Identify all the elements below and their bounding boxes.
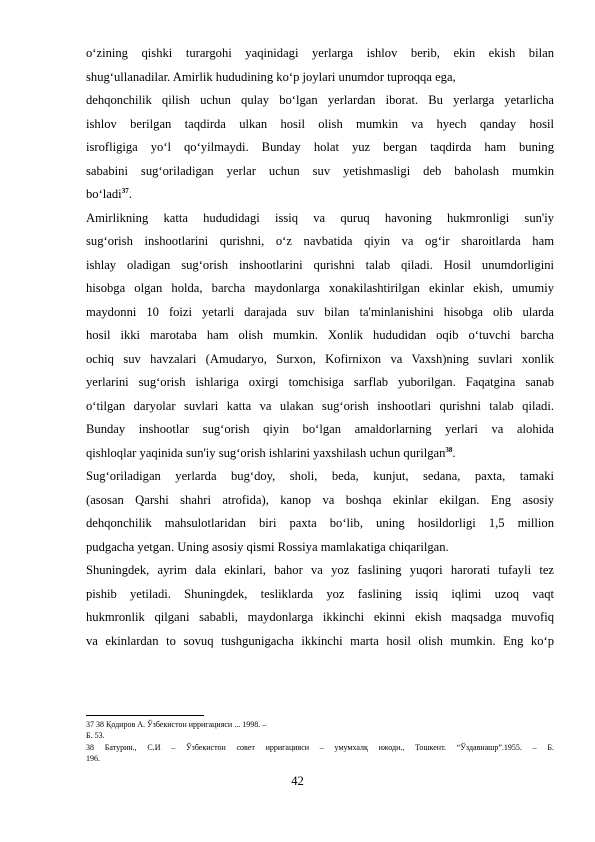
- body-line: [86, 539, 554, 556]
- body-line: qishloqlar yaqinida sun'iy sug‘orish ishlarini yaxshilash uchun qurilgan$^{38}$.: [86, 445, 456, 460]
- footnote-separator: [86, 715, 204, 716]
- body-line-text: va ekinlardan to sovuq tushgunigacha ikkinchi marta hosil olish mumkin. Eng ko‘p: [86, 633, 554, 648]
- body-line: [86, 468, 554, 485]
- body-line: [86, 562, 554, 579]
- body-line-text: ishlov berilgan taqdirda ulkan hosil olish mumkin va hyech qanday hosil: [86, 116, 554, 131]
- body-line-text: hisobga olgan holda, barcha maydonlarga xonakilashtirilgan ekinlar ekish, umumiy: [86, 281, 554, 295]
- body-line-text: Amirlikning katta hududidagi issiq va quruq havoning hukmronligi sun'iy: [86, 210, 554, 225]
- body-line-text: pudgacha yetgan. Uning asosiy qismi Rossiya mamlakatiga chiqarilgan.: [86, 539, 449, 554]
- body-line: [86, 69, 554, 86]
- body-line: [86, 492, 554, 509]
- body-line-text: qishloqlar yaqinida sun'iy sug‘orish ishlarini yaxshilash uchun qurilgan: [86, 445, 446, 460]
- body-line: [86, 374, 554, 391]
- body-line-text: pishib yetiladi. Shuningdek, tesliklarda yoz faslining issiq iqlimi uzoq vaqt: [86, 586, 554, 601]
- body-line-text: shug‘ullanadilar. Amirlik hududining ko‘p joylari unumdor tuproqqa ega,: [86, 69, 456, 84]
- footnote-38-line-1: 38 Батурин., С.И – Ўзбекистон совет ирригацияси – умумхалқ ижоди., Тошкент. “Ўздавнашр”.1955. – Б.: [86, 743, 554, 752]
- body-line: [86, 280, 554, 297]
- body-line-text: (asosan Qarshi shahri atrofida), kanop va boshqa ekinlar ekilgan. Eng asosiy: [86, 492, 554, 507]
- body-line-text: hosil ikki marotaba ham olish mumkin. Xonlik hududidan oqib o‘tuvchi barcha: [86, 328, 554, 342]
- body-line: [86, 257, 554, 274]
- body-line: [86, 633, 554, 650]
- body-line: [86, 304, 554, 321]
- body-line-text: o‘tilgan daryolar suvlari katta va ulakan sug‘orish inshootlari qurishni talab qiladi.: [86, 398, 554, 413]
- page-number: 42: [291, 774, 304, 788]
- footnote-37-line-2: Б. 53.: [86, 731, 105, 740]
- body-line: [86, 586, 554, 603]
- body-line: [86, 398, 554, 415]
- body-line-text: ochiq suv havzalari (Amudaryo, Surxon, Kofirnixon va Vaxsh)ning suvlari xonlik: [86, 351, 554, 366]
- body-line: [86, 233, 554, 250]
- body-line: [86, 210, 554, 227]
- body-line-text: bo‘ladi: [86, 187, 122, 201]
- body-line-text: Shuningdek, ayrim dala ekinlari, bahor va yoz faslining yuqori harorati tufayli tez: [86, 563, 554, 577]
- body-line-text: ishlay oladigan sug‘orish inshootlarini qurishni talab qiladi. Hosil unumdorligini: [86, 257, 554, 272]
- footnote-37-line-1: 37 38 Қодиров А. Ўзбекистон ирригацияси ... 1998. –: [86, 720, 267, 729]
- body-line-text: isrofligiga yo‘l qo‘yilmaydi. Bunday holat yuz bergan taqdirda ham buning: [86, 140, 554, 154]
- body-line-text: sug‘orish inshootlarini qurishni, o‘z navbatida qiyin va og‘ir sharoitlarda ham: [86, 234, 554, 248]
- body-line: [86, 45, 554, 62]
- body-line-text: yerlarini sug‘orish ishlariga oxirgi tomchisiga sarflab yuborilgan. Faqatgina sanab: [86, 375, 554, 389]
- body-line-text: o‘zining qishki turargohi yaqinidagi yerlarga ishlov berib, ekin ekish bilan: [86, 46, 554, 60]
- footnote-reference[interactable]: 38: [445, 445, 453, 454]
- body-line-text: Sug‘oriladigan yerlarda bug‘doy, sholi, beda, kunjut, sedana, paxta, tamaki: [86, 469, 554, 483]
- body-line: [86, 92, 554, 109]
- body-line-text: dehqonchilik qilish uchun qulay bo‘lgan yerlardan iborat. Bu yerlarga yetarlicha: [86, 93, 554, 107]
- body-line-text: Bunday inshootlar sug‘orish qiyin bo‘lgan amaldorlarning yerlari va alohida: [86, 422, 554, 436]
- footnote-38-line-2: 196.: [86, 754, 100, 763]
- body-line-text: sababini sug‘oriladigan yerlar uchun suv yetishmasligi deb baholash mumkin: [86, 163, 554, 178]
- body-line: [86, 515, 554, 532]
- body-line-text: hukmronlik qilgani sababli, maydonlarga ikkinchi ekinni ekish maqsadga muvofiq: [86, 610, 554, 624]
- body-line: [86, 139, 554, 156]
- body-line: [86, 116, 554, 133]
- body-line: [86, 351, 554, 368]
- body-line-text: maydonni 10 foizi yetarli darajada suv bilan ta'minlanishini hisobga olib ularda: [86, 304, 554, 319]
- body-line: [86, 421, 554, 438]
- body-line: [86, 609, 554, 626]
- body-line: [86, 327, 554, 344]
- footnote-reference[interactable]: 37: [121, 186, 129, 195]
- body-line: [86, 163, 554, 180]
- body-line: bo‘ladi$^{37}$.: [86, 186, 132, 201]
- body-line-text: dehqonchilik mahsulotlaridan biri paxta bo‘lib, uning hosildorligi 1,5 million: [86, 516, 554, 530]
